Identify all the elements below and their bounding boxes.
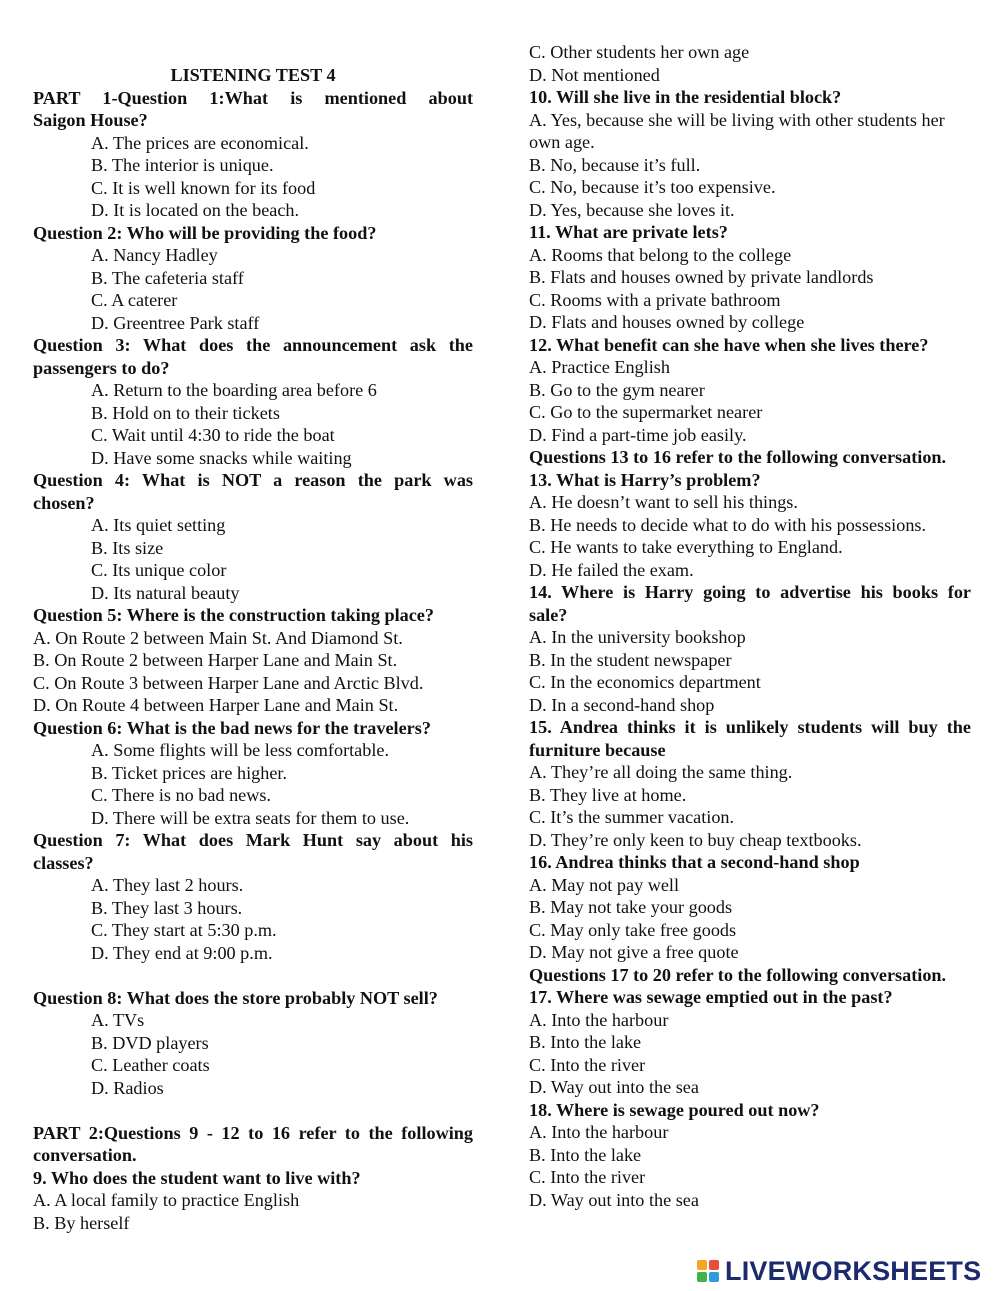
- question-13: 13. What is Harry’s problem?: [529, 469, 761, 490]
- question-17: 17. Where was sewage emptied out in the past?: [529, 987, 893, 1007]
- section-heading: Questions 13 to 16 refer to the following conversation.: [529, 447, 947, 467]
- option: A. He doesn’t want to sell his things.: [529, 492, 798, 512]
- option: B. The cafeteria staff: [91, 267, 244, 288]
- option: D. On Route 4 between Harper Lane and Main St.: [33, 695, 399, 715]
- option: D. Greentree Park staff: [91, 312, 260, 333]
- option: C. Wait until 4:30 to ride the boat: [91, 425, 335, 445]
- option: B. They live at home.: [529, 784, 687, 805]
- option: D. Find a part-time job easily.: [529, 424, 747, 445]
- option: D. Way out into the sea: [529, 1077, 699, 1097]
- option: C. Other students her own age: [529, 42, 750, 62]
- option: C. They start at 5:30 p.m.: [91, 920, 277, 940]
- question-4: Question 4: What is NOT a reason the park was: [33, 470, 473, 490]
- option: D. Not mentioned: [529, 64, 660, 85]
- option: B. Into the lake: [529, 1144, 642, 1165]
- question-15: 15. Andrea thinks it is unlikely students will buy the: [529, 717, 971, 737]
- option: C. Leather coats: [91, 1055, 210, 1075]
- spacer: [33, 1099, 473, 1122]
- question-4-cont: chosen?: [33, 492, 95, 513]
- option: C. It’s the summer vacation.: [529, 807, 735, 827]
- right-column: [529, 0, 971, 1211]
- question-7-cont: classes?: [33, 852, 94, 873]
- option: D. Flats and houses owned by college: [529, 312, 805, 332]
- option: B. The interior is unique.: [91, 155, 274, 175]
- option: C. Into the river: [529, 1167, 646, 1187]
- option: A. Rooms that belong to the college: [529, 244, 792, 265]
- option: A. Yes, because she will be living with other students her own age.: [529, 109, 945, 152]
- option: A. TVs: [91, 1010, 145, 1030]
- option: A. They’re all doing the same thing.: [529, 762, 793, 782]
- brand-name: LIVEWORKSHEETS: [725, 1256, 982, 1286]
- option: A. Return to the boarding area before 6: [91, 380, 377, 400]
- option: B. Ticket prices are higher.: [91, 762, 287, 783]
- option: A. Into the harbour: [529, 1122, 669, 1142]
- logo-icon: [697, 1260, 721, 1284]
- option: D. There will be extra seats for them to use.: [91, 807, 410, 828]
- option: C. No, because it’s too expensive.: [529, 177, 776, 197]
- question-8: Question 8: What does the store probably NOT sell?: [33, 987, 438, 1008]
- option: C. He wants to take everything to England.: [529, 537, 843, 557]
- option: C. In the economics department: [529, 672, 761, 692]
- option: B. Flats and houses owned by private landlords: [529, 267, 874, 287]
- option: C. Go to the supermarket nearer: [529, 402, 763, 422]
- option: A. In the university bookshop: [529, 627, 746, 647]
- option: A. They last 2 hours.: [91, 875, 244, 895]
- option: D. Its natural beauty: [91, 582, 240, 603]
- option: A. May not pay well: [529, 874, 680, 895]
- option: C. May only take free goods: [529, 919, 737, 940]
- section-heading: Questions 17 to 20 refer to the following conversation.: [529, 964, 947, 985]
- option: C. Into the river: [529, 1054, 646, 1075]
- option: A. Nancy Hadley: [91, 245, 218, 265]
- option: C. Its unique color: [91, 560, 227, 580]
- option: B. Hold on to their tickets: [91, 402, 280, 423]
- question-10: 10. Will she live in the residential block?: [529, 87, 842, 107]
- option: B. No, because it’s full.: [529, 154, 701, 175]
- option: A. Into the harbour: [529, 1009, 669, 1030]
- question-3: Question 3: What does the announcement ask the: [33, 335, 473, 355]
- option: B. May not take your goods: [529, 897, 733, 917]
- question-1-text: Saigon House?: [33, 110, 148, 130]
- option: A. On Route 2 between Main St. And Diamond St.: [33, 627, 403, 648]
- option: B. He needs to decide what to do with his possessions.: [529, 514, 927, 535]
- option: D. Way out into the sea: [529, 1189, 699, 1210]
- option: A. Its quiet setting: [91, 515, 226, 535]
- part2-heading-cont: conversation.: [33, 1145, 137, 1165]
- option: D. Have some snacks while waiting: [91, 447, 352, 468]
- option: A. A local family to practice English: [33, 1190, 300, 1210]
- option: D. He failed the exam.: [529, 559, 694, 580]
- question-14-cont: sale?: [529, 604, 568, 625]
- part2-heading: PART 2:Questions 9 - 12 to 16 refer to the following: [33, 1122, 473, 1143]
- option: C. On Route 3 between Harper Lane and Arctic Blvd.: [33, 672, 424, 693]
- option: D. Yes, because she loves it.: [529, 199, 735, 220]
- question-7: Question 7: What does Mark Hunt say about his: [33, 830, 473, 850]
- option: A. Some flights will be less comfortable.: [91, 740, 390, 760]
- option: B. By herself: [33, 1212, 130, 1233]
- question-2: Question 2: Who will be providing the food?: [33, 222, 377, 243]
- question-6: Question 6: What is the bad news for the travelers?: [33, 717, 431, 738]
- option: C. It is well known for its food: [91, 177, 316, 198]
- option: D. They end at 9:00 p.m.: [91, 942, 273, 963]
- left-column: [33, 0, 473, 1234]
- option: D. May not give a free quote: [529, 942, 739, 962]
- option: B. Its size: [91, 537, 164, 558]
- question-14: 14. Where is Harry going to advertise his books for: [529, 582, 971, 602]
- part1-heading: PART 1-Question 1:What is mentioned about: [33, 87, 473, 108]
- option: A. The prices are economical.: [91, 132, 309, 153]
- option: B. They last 3 hours.: [91, 897, 243, 918]
- option: C. A caterer: [91, 290, 178, 310]
- page-title: LISTENING TEST 4: [170, 65, 336, 85]
- question-18: 18. Where is sewage poured out now?: [529, 1099, 820, 1120]
- option: B. On Route 2 between Harper Lane and Main St.: [33, 650, 398, 670]
- spacer: [33, 964, 473, 987]
- option: B. Go to the gym nearer: [529, 379, 705, 400]
- question-12: 12. What benefit can she have when she lives there?: [529, 334, 929, 355]
- option: D. It is located on the beach.: [91, 200, 300, 220]
- option: B. In the student newspaper: [529, 649, 732, 670]
- question-5: Question 5: Where is the construction taking place?: [33, 605, 434, 625]
- question-15-cont: furniture because: [529, 739, 666, 760]
- option: A. Practice English: [529, 357, 670, 377]
- option: B. Into the lake: [529, 1032, 642, 1052]
- question-3-cont: passengers to do?: [33, 357, 170, 378]
- option: D. Radios: [91, 1077, 164, 1098]
- option: C. There is no bad news.: [91, 785, 271, 805]
- question-16: 16. Andrea thinks that a second-hand shop: [529, 852, 860, 872]
- option: C. Rooms with a private bathroom: [529, 289, 781, 310]
- liveworksheets-logo: [697, 1256, 981, 1287]
- option: B. DVD players: [91, 1032, 209, 1053]
- option: D. In a second-hand shop: [529, 694, 715, 715]
- question-11: 11. What are private lets?: [529, 222, 728, 242]
- option: D. They’re only keen to buy cheap textbooks.: [529, 829, 862, 850]
- question-9: 9. Who does the student want to live with?: [33, 1167, 361, 1188]
